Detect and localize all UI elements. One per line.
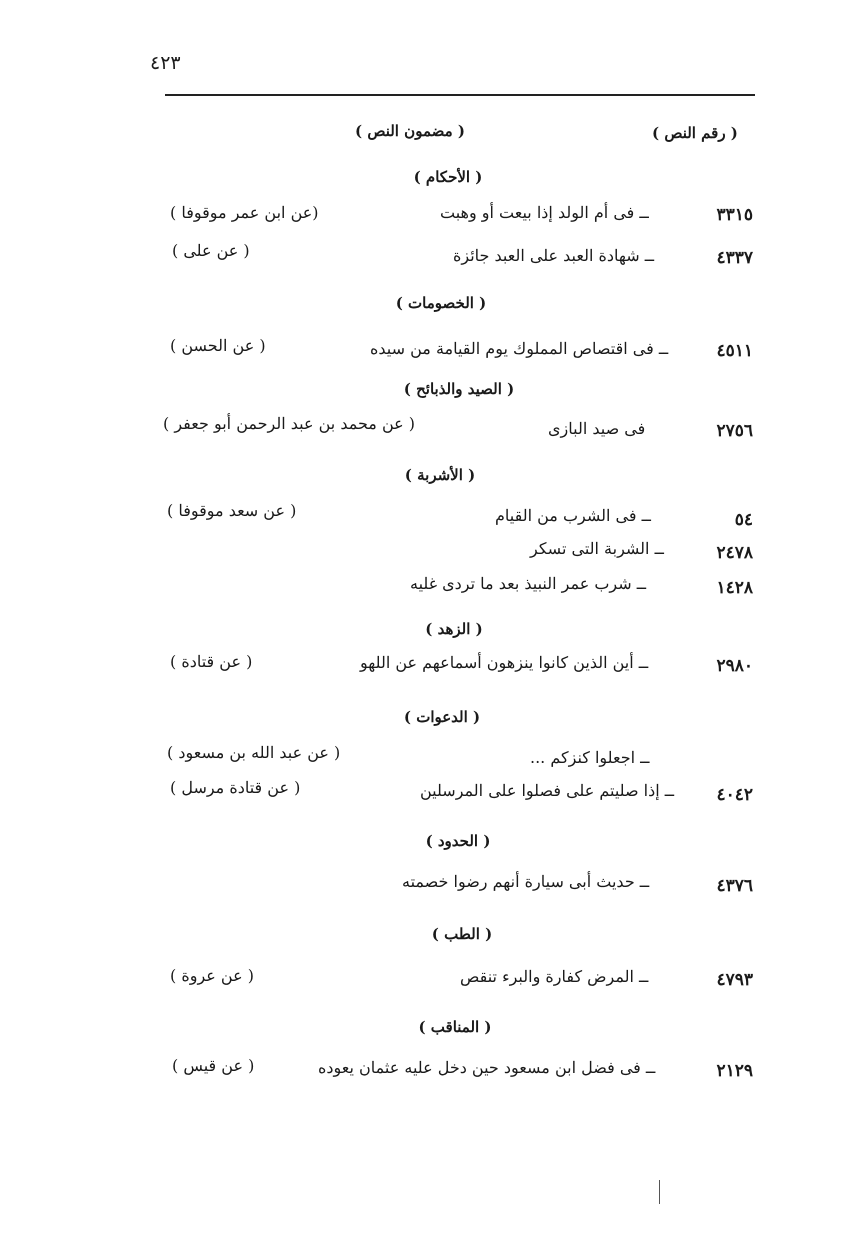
column-header-number: ( رقم النص ) [652, 124, 738, 142]
section-title: ( الأشربة ) [404, 466, 476, 484]
entry-source: ( عن عروة ) [170, 966, 254, 985]
entry-text: ــ إذا صليتم على فصلوا على المرسلين [420, 781, 675, 800]
entry-source: ( عن قتادة مرسل ) [170, 778, 301, 797]
section-title: ( الطب ) [431, 925, 493, 943]
section-title: ( الصيد والذبائح ) [403, 380, 515, 398]
entry-number: ٤٣٣٧ [716, 248, 753, 268]
entry-number: ٢٩٨٠ [716, 656, 753, 676]
entry-text: ــ شرب عمر النبيذ بعد ما تردى غليه [410, 574, 647, 593]
entry-text: ــ أين الذين كانوا ينزهون أسماعهم عن اللهو [360, 653, 649, 672]
scan-mark [659, 1180, 660, 1204]
entry-text: ــ الشربة التى تسكر [530, 539, 664, 558]
entry-text: ــ فى أم الولد إذا بيعت أو وهبت [440, 203, 649, 222]
page-number: ٤٢٣ [150, 52, 181, 74]
entry-number: ٤٣٧٦ [716, 876, 753, 896]
entry-number: ٤٧٩٣ [716, 970, 753, 990]
entry-text: ــ فى الشرب من القيام [495, 506, 651, 525]
entry-text: فى صيد البازى [548, 419, 646, 438]
section-title: ( الدعوات ) [403, 708, 481, 726]
entry-number: ٢٧٥٦ [716, 421, 753, 441]
header-rule [165, 94, 755, 96]
entry-source: ( عن سعد موقوفا ) [167, 501, 297, 520]
entry-text: ــ اجعلوا كنزكم ... [530, 748, 650, 767]
entry-number: ٢١٢٩ [716, 1061, 753, 1081]
entry-source: (عن ابن عمر موقوفا ) [170, 203, 319, 222]
section-title: ( الأحكام ) [413, 168, 483, 186]
entry-number: ٣٣١٥ [716, 205, 753, 225]
entry-text: ــ فى اقتصاص المملوك يوم القيامة من سيده [370, 339, 669, 358]
entry-source: ( عن قيس ) [172, 1056, 255, 1075]
section-title: ( المناقب ) [418, 1018, 492, 1036]
entry-number: ٤٠٤٢ [716, 785, 753, 805]
section-title: ( الزهد ) [425, 620, 483, 638]
entry-source: ( عن عبد الله بن مسعود ) [167, 743, 341, 762]
entry-source: ( عن على ) [172, 241, 250, 260]
column-header-subject: ( مضمون النص ) [355, 122, 465, 140]
section-title: ( الحدود ) [425, 832, 491, 850]
entry-text: ــ شهادة العبد على العبد جائزة [453, 246, 655, 265]
entry-source: ( عن قتادة ) [170, 652, 253, 671]
entry-source: ( عن محمد بن عبد الرحمن أبو جعفر ) [163, 414, 416, 433]
entry-number: ١٤٢٨ [716, 578, 753, 598]
entry-text: ــ فى فضل ابن مسعود حين دخل عليه عثمان يعوده [318, 1058, 656, 1077]
entry-number: ٥٤ [734, 510, 753, 530]
entry-number: ٤٥١١ [716, 341, 753, 361]
entry-source: ( عن الحسن ) [170, 336, 266, 355]
entry-text: ــ المرض كفارة والبرء تنقص [460, 967, 649, 986]
entry-number: ٢٤٧٨ [716, 543, 753, 563]
section-title: ( الخصومات ) [395, 294, 487, 312]
entry-text: ــ حديث أبى سيارة أنهم رضوا خصمته [402, 872, 650, 891]
